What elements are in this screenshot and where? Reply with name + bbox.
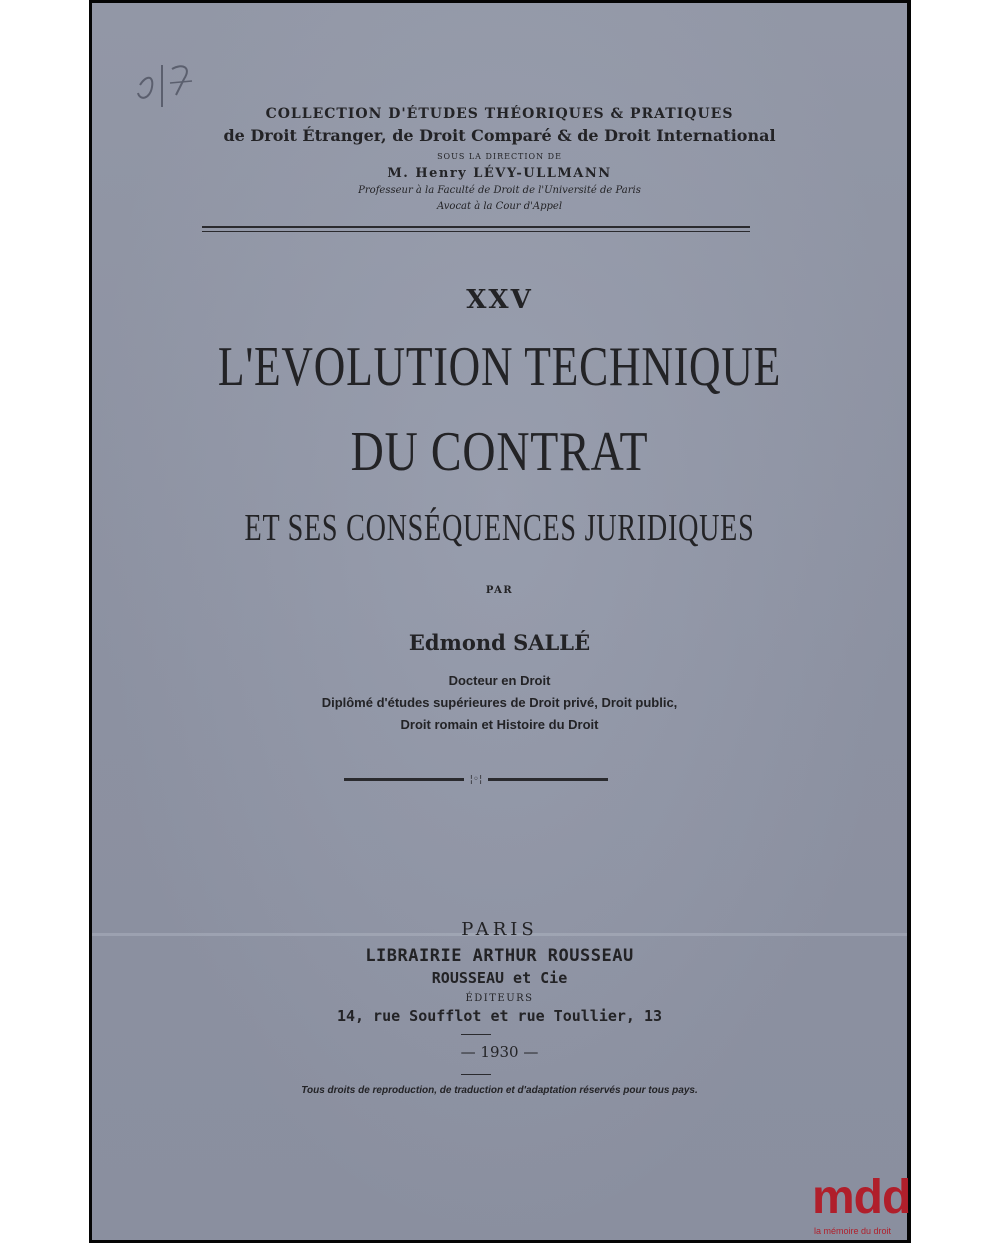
logo-caption: la mémoire du droit <box>814 1226 892 1236</box>
title-line-2: DU CONTRAT <box>350 421 649 483</box>
publisher-name: LIBRAIRIE ARTHUR ROUSSEAU <box>365 946 634 966</box>
director-name: M. Henry LÉVY-ULLMANN <box>387 166 612 181</box>
book-cover <box>92 3 907 1240</box>
director-title-lawyer: Avocat à la Cour d'Appel <box>436 201 563 212</box>
by-label: PAR <box>485 585 514 596</box>
ornament-bar-left <box>344 778 464 781</box>
publisher-role: ÉDITEURS <box>465 993 534 1004</box>
author-degree-3: Droit romain et Histoire du Droit <box>400 717 599 732</box>
direction-label: SOUS LA DIRECTION DE <box>437 152 562 161</box>
author-name: Edmond SALLÉ <box>408 630 591 655</box>
year-rule-top <box>461 1034 491 1035</box>
logo-mark: mdd <box>812 1171 911 1224</box>
title-line-3: ET SES CONSÉQUENCES JURIDIQUES <box>244 507 755 549</box>
collection-name: COLLECTION D'ÉTUDES THÉORIQUES & PRATIQUES <box>265 106 734 122</box>
rights-notice: Tous droits de reproduction, de traduction et d'adaptation réservés pour tous pays. <box>301 1085 698 1096</box>
publication-year: — 1930 — <box>460 1043 539 1061</box>
header-rule <box>202 226 750 232</box>
year-rule-bottom <box>461 1074 491 1075</box>
ornament-bar-right <box>488 778 608 781</box>
director-title-professor: Professeur à la Faculté de Droit de l'Université de Paris <box>358 185 641 196</box>
volume-number: XXV <box>466 285 533 315</box>
publication-city: PARIS <box>461 919 538 940</box>
ornament-knot-icon: ¦◦¦ <box>469 774 483 785</box>
publisher-address: 14, rue Soufflot et rue Toullier, 13 <box>336 1007 663 1025</box>
collection-subtitle: de Droit Étranger, de Droit Comparé & de Droit International <box>223 126 776 145</box>
mdd-logo <box>812 1170 922 1243</box>
publisher-company: ROUSSEAU et Cie <box>431 969 568 987</box>
author-degree-2: Diplômé d'études supérieures de Droit privé, Droit public, <box>321 695 678 710</box>
title-line-1: L'EVOLUTION TECHNIQUE <box>217 336 782 398</box>
author-degree-1: Docteur en Droit <box>448 673 551 688</box>
ornament-rule <box>344 774 608 786</box>
